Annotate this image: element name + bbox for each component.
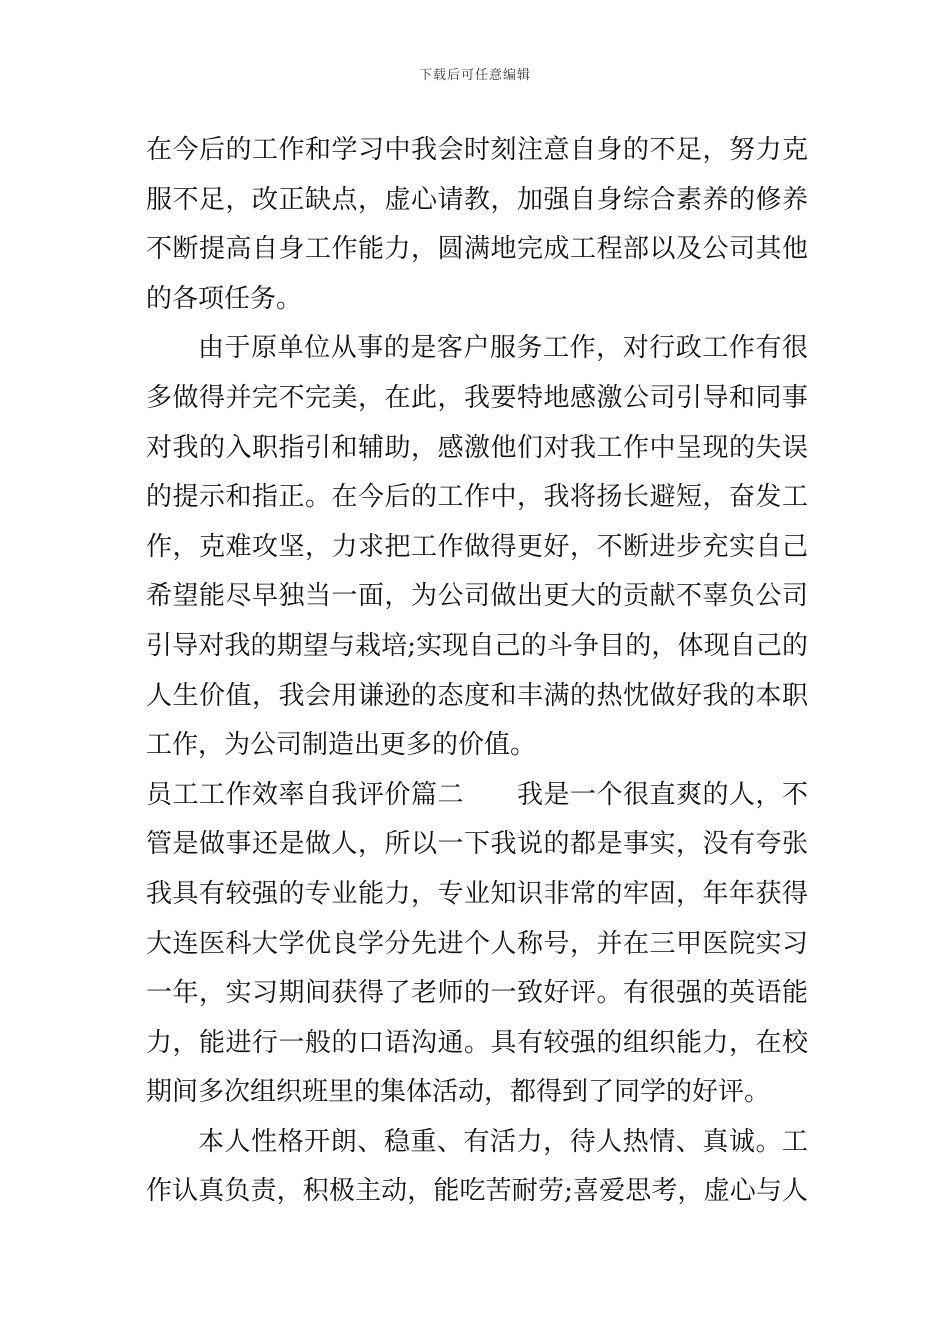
- text-line: 不断提高自身工作能力，圆满地完成工程部以及公司其他: [146, 234, 808, 265]
- text-line: 大连医科大学优良学分先进个人称号，并在三甲医院实习: [146, 928, 808, 959]
- text-line: 工作，为公司制造出更多的价值。: [146, 730, 537, 761]
- text-line: 力，能进行一般的口语沟通。具有较强的组织能力，在校: [146, 1027, 808, 1058]
- text-line: 希望能尽早独当一面，为公司做出更大的贡献不辜负公司: [146, 581, 808, 612]
- text-line: 一年，实习期间获得了老师的一致好评。有很强的英语能: [146, 978, 808, 1009]
- text-line: 多做得并完不完美，在此，我要特地感激公司引导和同事: [146, 382, 808, 413]
- paragraph-start-line: 由于原单位从事的是客户服务工作，对行政工作有很: [198, 333, 808, 364]
- text-line: 在今后的工作和学习中我会时刻注意自身的不足，努力克: [146, 135, 808, 165]
- text-line: 的提示和指正。在今后的工作中，我将扬长避短，奋发工: [146, 482, 808, 513]
- text-line: 引导对我的期望与栽培;实现自己的斗争目的，体现自己的: [146, 630, 808, 661]
- page-header: 下载后可任意编辑: [418, 68, 531, 83]
- section-heading-line: 员工工作效率自我评价篇二 我是一个很直爽的人，不: [146, 779, 808, 810]
- text-line: 对我的入职指引和辅助，感激他们对我工作中呈现的失误: [146, 432, 808, 463]
- text-line: 人生价值，我会用谦逊的态度和丰满的热忱做好我的本职: [146, 680, 808, 711]
- text-line: 作，克难攻坚，力求把工作做得更好，不断进步充实自己: [146, 531, 808, 562]
- text-line: 作认真负责，积极主动，能吃苦耐劳;喜爱思考，虚心与人: [146, 1176, 808, 1207]
- text-line: 期间多次组织班里的集体活动，都得到了同学的好评。: [146, 1077, 771, 1108]
- document-body: [146, 126, 808, 1217]
- text-line: 我具有较强的专业能力，专业知识非常的牢固，年年获得: [146, 878, 808, 909]
- text-line: 服不足，改正缺点，虚心请教，加强自身综合素养的修养: [146, 184, 808, 215]
- paragraph-start-line: 本人性格开朗、稳重、有活力，待人热情、真诚。工: [198, 1126, 808, 1157]
- text-line: 管是做事还是做人，所以一下我说的都是事实，没有夸张: [146, 829, 808, 860]
- text-line: 的各项任务。: [146, 283, 303, 314]
